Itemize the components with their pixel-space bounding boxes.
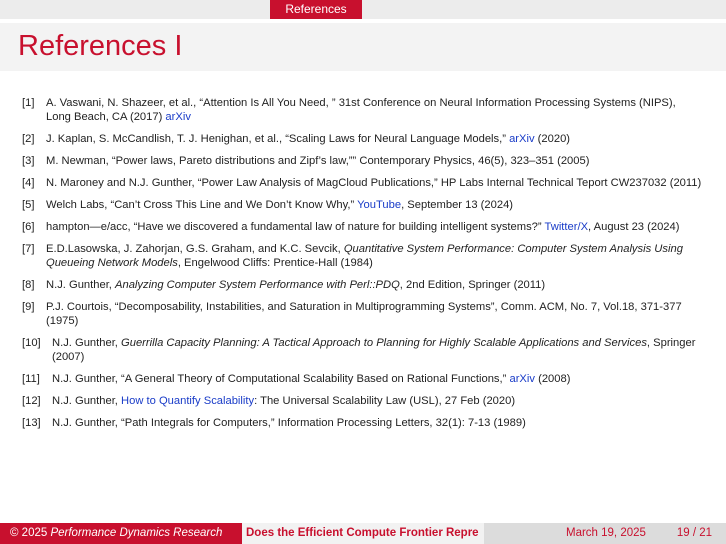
reference-number: [10] <box>22 337 41 349</box>
reference-text-segment: A. Vaswani, N. Shazeer, et al., “Attention Is All You Need, ” 31st Conference on Neural Information Processing Systems (NIPS), Long Beach, CA (2017) <box>46 97 676 123</box>
footer-org: Performance Dynamics Research <box>50 527 223 539</box>
reference-item <box>22 176 702 190</box>
footer-date: March 19, 2025 <box>566 527 646 539</box>
reference-link[interactable]: YouTube <box>357 199 402 211</box>
reference-number: [6] <box>22 221 35 233</box>
footer-talk-title: Does the Efficient Compute Frontier Repre <box>242 523 484 544</box>
reference-number: [13] <box>22 417 41 429</box>
reference-text-segment: , Springer (2007) <box>52 337 696 363</box>
reference-item <box>22 394 702 408</box>
reference-text-segment: N.J. Gunther, <box>52 395 122 407</box>
reference-text-segment: N. Maroney and N.J. Gunther, “Power Law Analysis of MagCloud Publications,” HP Labs Internal Technical Teport CW237032 (2011) <box>46 177 702 189</box>
reference-number: [9] <box>22 301 35 313</box>
reference-text <box>46 220 702 234</box>
footer-meta <box>484 523 726 544</box>
reference-text <box>46 154 702 168</box>
reference-item <box>22 300 702 328</box>
footer-page-number: 19 / 21 <box>676 527 712 539</box>
footer-copyright-symbol: © 2025 <box>10 527 51 539</box>
reference-link[interactable]: Twitter/X <box>544 221 589 233</box>
reference-text-segment: M. Newman, “Power laws, Pareto distributions and Zipf’s law,”” Contemporary Physics, 46(5), 323–351 (2005) <box>46 155 590 167</box>
footer <box>0 523 726 544</box>
reference-italic-title: Guerrilla Capacity Planning: A Tactical Approach to Planning for Highly Scalable Applications and Services <box>121 337 647 349</box>
reference-text <box>46 198 702 212</box>
reference-number: [2] <box>22 133 35 145</box>
reference-text-segment: , August 23 (2024) <box>588 221 680 233</box>
reference-text <box>52 336 702 364</box>
reference-text-segment: N.J. Gunther, <box>46 279 116 291</box>
reference-number: [1] <box>22 97 35 109</box>
reference-text-segment: N.J. Gunther, “Path Integrals for Computers,” Information Processing Letters, 32(1): 7-13 (1989) <box>52 417 526 429</box>
reference-text <box>46 300 702 328</box>
reference-item <box>22 372 702 386</box>
reference-text <box>52 394 702 408</box>
reference-number: [11] <box>22 373 40 385</box>
reference-item <box>22 336 702 364</box>
reference-link[interactable]: arXiv <box>509 373 535 385</box>
top-navigation-bar <box>0 0 726 19</box>
reference-text <box>46 96 702 124</box>
reference-text-segment: Welch Labs, “Can’t Cross This Line and We Don’t Know Why,” <box>46 199 358 211</box>
reference-text-segment: , 2nd Edition, Springer (2011) <box>399 279 546 291</box>
reference-text-segment: (2008) <box>534 373 571 385</box>
reference-text-segment: : The Universal Scalability Law (USL), 27 Feb (2020) <box>254 395 516 407</box>
reference-text-segment: , September 13 (2024) <box>401 199 514 211</box>
slide-title: References I <box>18 30 183 62</box>
reference-italic-title: Analyzing Computer System Performance with Perl::PDQ <box>115 279 400 291</box>
footer-copyright <box>0 523 242 544</box>
reference-list <box>22 96 702 438</box>
reference-number: [7] <box>22 243 35 255</box>
reference-number: [5] <box>22 199 35 211</box>
reference-text-segment: (2020) <box>534 133 571 145</box>
reference-italic-title: Quantitative System Performance: Computer System Analysis Using Queueing Network Models <box>46 243 683 269</box>
reference-text-segment: N.J. Gunther, <box>52 337 122 349</box>
reference-item <box>22 132 702 146</box>
reference-link[interactable]: arXiv <box>165 111 191 123</box>
reference-number: [8] <box>22 279 35 291</box>
reference-text-segment: hampton—e/acc, “Have we discovered a fundamental law of nature for building intelligent systems?” <box>46 221 545 233</box>
reference-item <box>22 278 702 292</box>
reference-number: [4] <box>22 177 35 189</box>
reference-number: [3] <box>22 155 35 167</box>
reference-text-segment: N.J. Gunther, “A General Theory of Computational Scalability Based on Rational Functions,” <box>52 373 510 385</box>
reference-text-segment: P.J. Courtois, “Decomposability, Instabilities, and Saturation in Multiprogramming Systems”, Comm. ACM, No. 7, Vol.18, 371-377 (1975) <box>46 301 682 327</box>
reference-text-segment: E.D.Lasowska, J. Zahorjan, G.S. Graham, and K.C. Sevcik, <box>46 243 344 255</box>
reference-text-segment: , Engelwood Cliffs: Prentice-Hall (1984) <box>177 257 373 269</box>
reference-link[interactable]: arXiv <box>509 133 535 145</box>
reference-text <box>46 132 702 146</box>
reference-text-segment: J. Kaplan, S. McCandlish, T. J. Henighan, et al., “Scaling Laws for Neural Language Models,” <box>46 133 510 145</box>
reference-text <box>46 176 702 190</box>
reference-link[interactable]: How to Quantify Scalability <box>121 395 255 407</box>
reference-text <box>52 416 702 430</box>
reference-number: [12] <box>22 395 41 407</box>
reference-item <box>22 96 702 124</box>
reference-item <box>22 416 702 430</box>
reference-item <box>22 154 702 168</box>
reference-text <box>46 242 702 270</box>
reference-text <box>52 372 702 386</box>
reference-item <box>22 242 702 270</box>
section-tab-references[interactable]: References <box>270 0 362 19</box>
reference-item <box>22 220 702 234</box>
reference-text <box>46 278 702 292</box>
reference-item <box>22 198 702 212</box>
